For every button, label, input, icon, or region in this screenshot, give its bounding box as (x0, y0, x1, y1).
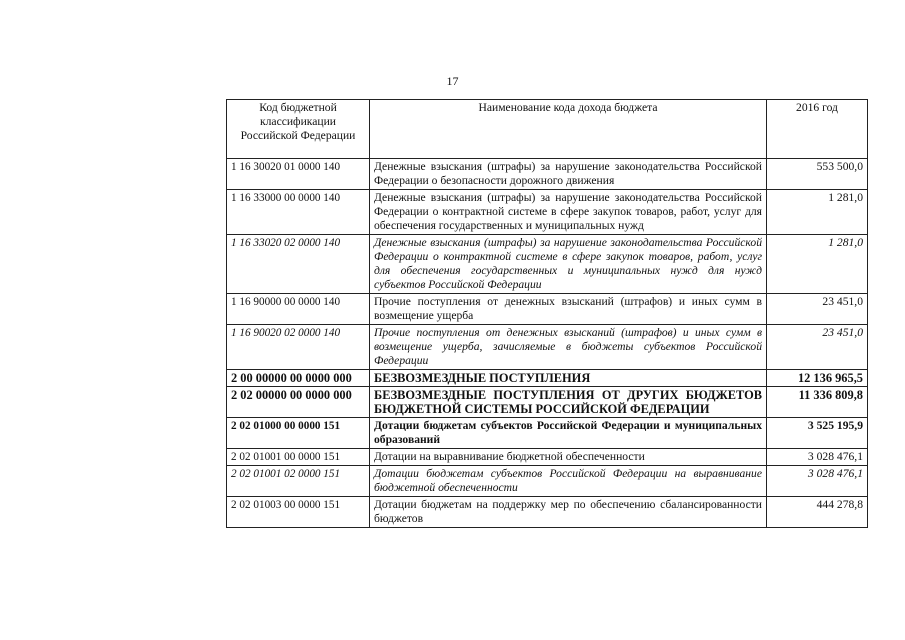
row-amount: 3 028 476,1 (767, 466, 868, 497)
row-code: 1 16 33000 00 0000 140 (227, 190, 370, 235)
table-row (227, 418, 868, 449)
row-name: Прочие поступления от денежных взысканий (штрафов) и иных сумм в возмещение ущерба, зачисляемые в бюджеты субъектов Российской Федерации (370, 325, 767, 370)
row-name: Дотации бюджетам субъектов Российской Федерации и муниципальных образований (370, 418, 767, 449)
row-name: Денежные взыскания (штрафы) за нарушение законодательства Российской Федерации о безопасности дорожного движения (370, 159, 767, 190)
row-code: 1 16 90020 02 0000 140 (227, 325, 370, 370)
row-code: 2 02 00000 00 0000 000 (227, 387, 370, 418)
header-code: Код бюджетной классификации Российской Федерации (227, 100, 370, 159)
row-code: 2 02 01001 02 0000 151 (227, 466, 370, 497)
budget-income-table (226, 99, 868, 528)
row-amount: 23 451,0 (767, 325, 868, 370)
table-row (227, 159, 868, 190)
row-amount: 23 451,0 (767, 294, 868, 325)
row-amount: 3 525 195,9 (767, 418, 868, 449)
row-amount: 1 281,0 (767, 190, 868, 235)
header-year: 2016 год (767, 100, 868, 159)
row-code: 2 00 00000 00 0000 000 (227, 370, 370, 387)
row-code: 1 16 90000 00 0000 140 (227, 294, 370, 325)
row-name: Дотации бюджетам субъектов Российской Федерации на выравнивание бюджетной обеспеченности (370, 466, 767, 497)
row-amount: 12 136 965,5 (767, 370, 868, 387)
table-row (227, 190, 868, 235)
table-row (227, 325, 868, 370)
row-code: 1 16 30020 01 0000 140 (227, 159, 370, 190)
row-amount: 11 336 809,8 (767, 387, 868, 418)
row-amount: 1 281,0 (767, 235, 868, 294)
row-name: Денежные взыскания (штрафы) за нарушение законодательства Российской Федерации о контрактной системе в сфере закупок товаров, работ, услуг для обеспечения государственных и муниципальных нужд для нужд субъектов Российской Федерации (370, 235, 767, 294)
table-body (227, 159, 868, 528)
row-name: Дотации на выравнивание бюджетной обеспеченности (370, 449, 767, 466)
page-number: 17 (446, 74, 459, 88)
row-code: 2 02 01000 00 0000 151 (227, 418, 370, 449)
row-name: БЕЗВОЗМЕЗДНЫЕ ПОСТУПЛЕНИЯ (370, 370, 767, 387)
table-row (227, 466, 868, 497)
row-amount: 3 028 476,1 (767, 449, 868, 466)
row-code: 1 16 33020 02 0000 140 (227, 235, 370, 294)
row-name: БЕЗВОЗМЕЗДНЫЕ ПОСТУПЛЕНИЯ ОТ ДРУГИХ БЮДЖЕТОВ БЮДЖЕТНОЙ СИСТЕМЫ РОССИЙСКОЙ ФЕДЕРАЦИИ (370, 387, 767, 418)
row-name: Прочие поступления от денежных взысканий (штрафов) и иных сумм в возмещение ущерба (370, 294, 767, 325)
row-amount: 444 278,8 (767, 497, 868, 528)
table-row (227, 294, 868, 325)
row-name: Денежные взыскания (штрафы) за нарушение законодательства Российской Федерации о контрактной системе в сфере закупок товаров, работ, услуг для обеспечения государственных и муниципальных нужд (370, 190, 767, 235)
row-code: 2 02 01003 00 0000 151 (227, 497, 370, 528)
row-code: 2 02 01001 00 0000 151 (227, 449, 370, 466)
table-row (227, 370, 868, 387)
row-name: Дотации бюджетам на поддержку мер по обеспечению сбалансированности бюджетов (370, 497, 767, 528)
table-row (227, 235, 868, 294)
header-name: Наименование кода дохода бюджета (370, 100, 767, 159)
table-row (227, 449, 868, 466)
table-header-row (227, 100, 868, 159)
row-amount: 553 500,0 (767, 159, 868, 190)
table-row (227, 497, 868, 528)
table-row (227, 387, 868, 418)
